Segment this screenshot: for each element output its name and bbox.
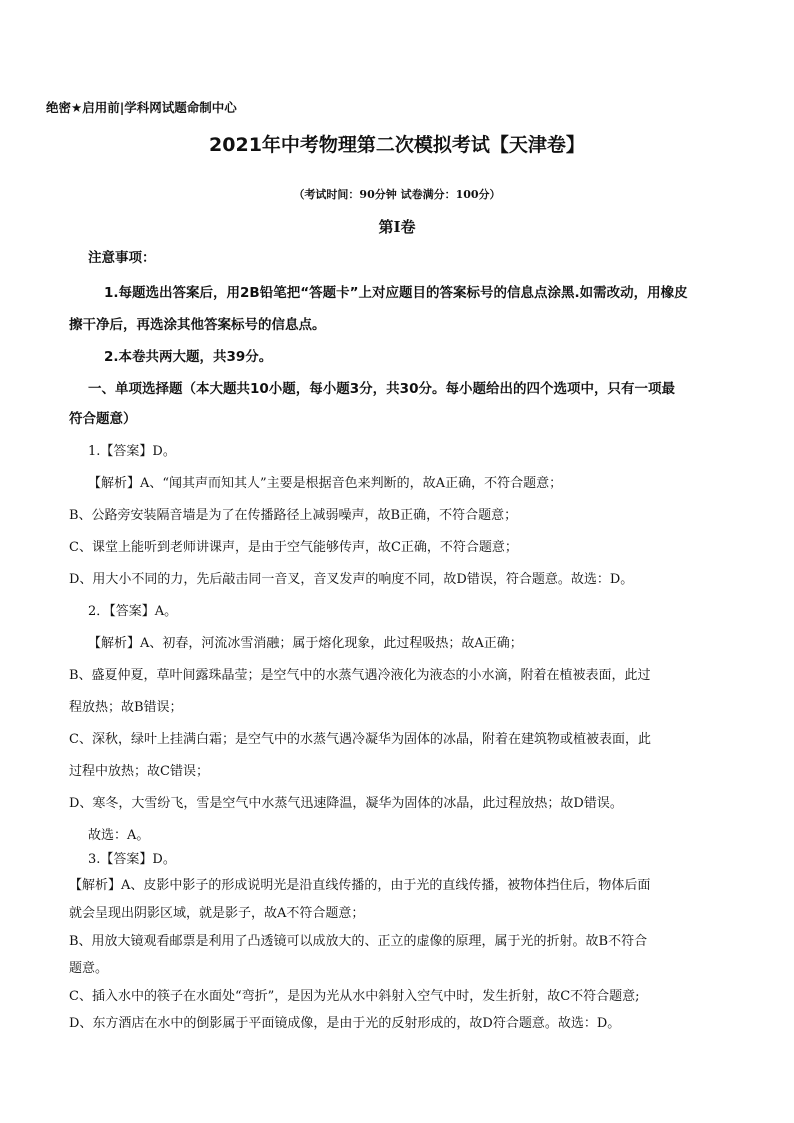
q3-answer: 3.【答案】D。 [88,852,176,867]
notice-item-1-line-2: 擦干净后，再选涂其他答案标号的信息点。 [69,317,326,333]
notice-item-1-line-1: 1.每题选出答案后，用2B铅笔把“答题卡”上对应题目的答案标号的信息点涂黑.如需改动，用橡皮 [104,285,688,301]
q3-analysis-line: 【解析】A、皮影中影子的形成说明光是沿直线传播的，由于光的直线传播，被物体挡住后，物体后面 [69,878,651,893]
exam-info: （考试时间：90分钟 试卷满分：100分） [293,188,501,201]
q2-answer: 2．【答案】A。 [88,604,178,619]
confidential-header: 绝密★启用前|学科网试题命制中心 [46,100,237,115]
q2-analysis-line: 过程中放热；故C错误； [69,764,209,779]
q2-analysis-line: D、寒冬，大雪纷飞，雪是空气中水蒸气迅速降温，凝华为固体的冰晶，此过程放热；故D错误。 [69,796,623,811]
q2-analysis-line: 故选：A。 [88,828,150,843]
section-1-heading-line-2: 符合题意） [69,411,137,427]
q1-analysis-line: C、课堂上能听到老师讲课声，是由于空气能够传声，故C正确，不符合题意； [69,540,518,555]
q1-analysis-line: D、用大小不同的力，先后敲击同一音叉，音叉发声的响度不同，故D错误，符合题意。故选：D。 [69,572,634,587]
q1-analysis-line: 【解析】A、“闻其声而知其人”主要是根据音色来判断的，故A正确，不符合题意； [88,476,563,491]
page-title: 2021年中考物理第二次模拟考试【天津卷】 [209,134,585,156]
q3-analysis-line: B、用放大镜观看邮票是利用了凸透镜可以成放大的、正立的虚像的原理，属于光的折射。故B不符合 [69,934,648,949]
notice-item-2: 2.本卷共两大题，共39分。 [104,349,273,365]
q3-analysis-line: 题意。 [69,961,109,976]
q1-answer: 1.【答案】D。 [88,444,176,459]
q2-analysis-line: 【解析】A、初春，河流冰雪消融；属于熔化现象，此过程吸热；故A正确； [88,636,523,651]
section-1-heading-line-1: 一、单项选择题（本大题共10小题，每小题3分，共30分。每小题给出的四个选项中，只有一项最 [88,381,675,397]
q3-analysis-line: D、东方酒店在水中的倒影属于平面镜成像，是由于光的反射形成的，故D符合题意。故选：D。 [69,1016,621,1031]
q2-analysis-line: 程放热；故B错误； [69,700,183,715]
q2-analysis-line: B、盛夏仲夏，草叶间露珠晶莹；是空气中的水蒸气遇冷液化为液态的小水滴，附着在植被表面，此过 [69,668,651,683]
q1-analysis-line: B、公路旁安装隔音墙是为了在传播路径上减弱噪声，故B正确，不符合题意； [69,508,518,523]
q3-analysis-line: C、插入水中的筷子在水面处“弯折”，是因为光从水中斜射入空气中时，发生折射，故C不符合题意; [69,989,640,1004]
q3-analysis-line: 就会呈现出阴影区域，就是影子，故A不符合题意； [69,906,365,921]
notice-heading: 注意事项： [88,250,156,266]
q2-analysis-line: C、深秋，绿叶上挂满白霜；是空气中的水蒸气遇冷凝华为固体的冰晶，附着在建筑物或植被表面，此 [69,732,651,747]
volume-label: 第Ⅰ卷 [378,218,416,236]
